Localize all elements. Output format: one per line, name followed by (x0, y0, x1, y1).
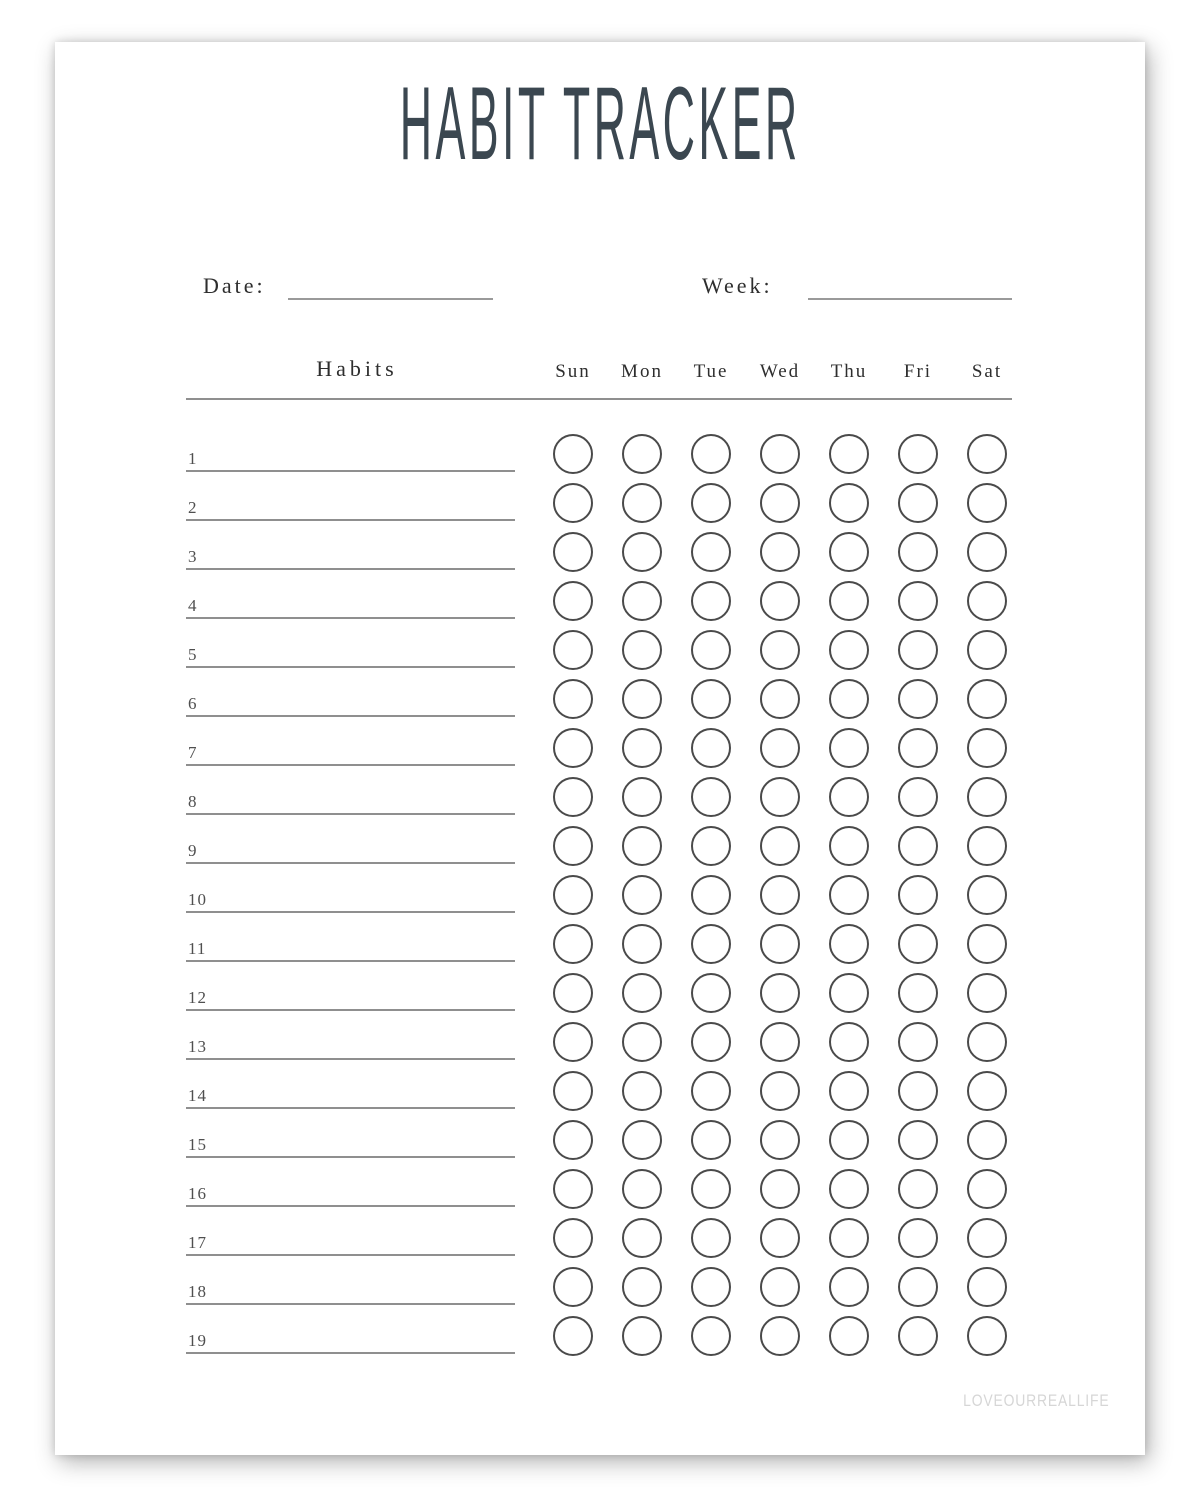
day-circle-fri[interactable] (898, 483, 938, 523)
day-circle-mon[interactable] (622, 777, 662, 817)
day-circle-tue[interactable] (691, 777, 731, 817)
day-circle-fri[interactable] (898, 581, 938, 621)
day-circle-sat[interactable] (967, 630, 1007, 670)
habit-row (55, 1114, 1145, 1158)
day-circle-tue[interactable] (691, 1316, 731, 1356)
day-header-sun: Sun (555, 361, 591, 382)
habit-row (55, 1065, 1145, 1109)
habit-row (55, 1261, 1145, 1305)
day-circle-mon[interactable] (622, 532, 662, 572)
day-circle-fri[interactable] (898, 679, 938, 719)
habit-row-number: 4 (188, 596, 198, 615)
day-circle-mon[interactable] (622, 483, 662, 523)
day-circle-sat[interactable] (967, 1267, 1007, 1307)
day-circle-fri[interactable] (898, 728, 938, 768)
day-circle-tue[interactable] (691, 1267, 731, 1307)
day-circle-mon[interactable] (622, 434, 662, 474)
day-circle-sat[interactable] (967, 679, 1007, 719)
day-circle-wed[interactable] (760, 1120, 800, 1160)
day-circle-fri[interactable] (898, 973, 938, 1013)
day-circle-sun[interactable] (553, 1218, 593, 1258)
day-circle-sat[interactable] (967, 875, 1007, 915)
day-circle-thu[interactable] (829, 630, 869, 670)
day-circle-wed[interactable] (760, 483, 800, 523)
day-circle-thu[interactable] (829, 1071, 869, 1111)
watermark: LOVEOURREALLIFE (962, 1391, 1109, 1410)
day-circle-tue[interactable] (691, 483, 731, 523)
day-circle-sun[interactable] (553, 1022, 593, 1062)
day-circle-wed[interactable] (760, 973, 800, 1013)
day-circle-tue[interactable] (691, 630, 731, 670)
habit-row-number: 10 (188, 890, 207, 909)
day-circle-thu[interactable] (829, 1120, 869, 1160)
day-circle-tue[interactable] (691, 1071, 731, 1111)
habit-rows (55, 42, 1145, 1455)
day-circle-fri[interactable] (898, 875, 938, 915)
habit-name-line[interactable] (186, 1328, 515, 1354)
week-label: Week: (702, 273, 773, 298)
day-circle-thu[interactable] (829, 1169, 869, 1209)
day-circle-mon[interactable] (622, 1267, 662, 1307)
day-circle-fri[interactable] (898, 434, 938, 474)
day-circle-thu[interactable] (829, 679, 869, 719)
day-circle-wed[interactable] (760, 679, 800, 719)
day-circle-sun[interactable] (553, 434, 593, 474)
habit-name-line[interactable] (186, 936, 515, 962)
habit-row-number: 6 (188, 694, 198, 713)
day-circle-mon[interactable] (622, 1120, 662, 1160)
day-circle-sat[interactable] (967, 1120, 1007, 1160)
day-circle-sat[interactable] (967, 1316, 1007, 1356)
habit-row (55, 1016, 1145, 1060)
day-circle-sat[interactable] (967, 826, 1007, 866)
day-circle-sun[interactable] (553, 1316, 593, 1356)
habit-row (55, 918, 1145, 962)
habit-name-line[interactable] (186, 1132, 515, 1158)
habit-row (55, 477, 1145, 521)
day-circle-thu[interactable] (829, 1267, 869, 1307)
day-circle-tue[interactable] (691, 1218, 731, 1258)
day-circle-sun[interactable] (553, 924, 593, 964)
habit-row (55, 526, 1145, 570)
habit-name-line[interactable] (186, 740, 515, 766)
habit-row (55, 820, 1145, 864)
habit-row (55, 575, 1145, 619)
day-circle-fri[interactable] (898, 1071, 938, 1111)
habit-row-number: 1 (188, 449, 198, 468)
day-circle-mon[interactable] (622, 1316, 662, 1356)
day-circle-tue[interactable] (691, 826, 731, 866)
day-circle-thu[interactable] (829, 875, 869, 915)
date-label: Date: (203, 273, 266, 298)
day-circle-tue[interactable] (691, 532, 731, 572)
day-circle-fri[interactable] (898, 532, 938, 572)
day-circle-fri[interactable] (898, 1120, 938, 1160)
day-circle-tue[interactable] (691, 1022, 731, 1062)
day-circle-sat[interactable] (967, 1022, 1007, 1062)
day-circle-sun[interactable] (553, 581, 593, 621)
day-circle-wed[interactable] (760, 777, 800, 817)
day-circle-wed[interactable] (760, 1071, 800, 1111)
day-circle-mon[interactable] (622, 875, 662, 915)
habit-name-line[interactable] (186, 1083, 515, 1109)
day-circle-thu[interactable] (829, 581, 869, 621)
day-circle-sat[interactable] (967, 1071, 1007, 1111)
habits-column-header: Habits (316, 356, 398, 381)
day-circle-tue[interactable] (691, 1120, 731, 1160)
habit-row (55, 771, 1145, 815)
habit-row-number: 14 (188, 1086, 207, 1105)
day-circle-sun[interactable] (553, 973, 593, 1013)
day-circle-sun[interactable] (553, 483, 593, 523)
habit-row (55, 1212, 1145, 1256)
day-circle-tue[interactable] (691, 728, 731, 768)
habit-row (55, 1310, 1145, 1354)
day-circle-wed[interactable] (760, 1316, 800, 1356)
habit-name-line[interactable] (186, 1279, 515, 1305)
habit-name-line[interactable] (186, 495, 515, 521)
habit-row (55, 967, 1145, 1011)
day-circle-wed[interactable] (760, 924, 800, 964)
day-circle-mon[interactable] (622, 973, 662, 1013)
day-circle-thu[interactable] (829, 924, 869, 964)
day-circle-fri[interactable] (898, 630, 938, 670)
day-circle-wed[interactable] (760, 728, 800, 768)
day-circle-fri[interactable] (898, 826, 938, 866)
habit-row-number: 7 (188, 743, 198, 762)
habit-name-line[interactable] (186, 1034, 515, 1060)
habit-name-line[interactable] (186, 593, 515, 619)
day-circle-thu[interactable] (829, 1022, 869, 1062)
day-circle-sat[interactable] (967, 434, 1007, 474)
habit-row-number: 16 (188, 1184, 207, 1203)
day-circle-mon[interactable] (622, 1218, 662, 1258)
habit-row-number: 8 (188, 792, 198, 811)
day-header-tue: Tue (693, 361, 729, 382)
habit-row-number: 15 (188, 1135, 207, 1154)
day-header-thu: Thu (830, 361, 868, 382)
day-circle-sun[interactable] (553, 777, 593, 817)
habit-row-number: 18 (188, 1282, 207, 1301)
habit-name-line[interactable] (186, 544, 515, 570)
day-circle-thu[interactable] (829, 1218, 869, 1258)
day-circle-tue[interactable] (691, 1169, 731, 1209)
habit-name-line[interactable] (186, 1230, 515, 1256)
day-circle-sun[interactable] (553, 679, 593, 719)
day-circle-wed[interactable] (760, 826, 800, 866)
day-circle-fri[interactable] (898, 1316, 938, 1356)
paper-page (55, 42, 1145, 1455)
day-circle-sat[interactable] (967, 924, 1007, 964)
day-header-fri: Fri (903, 361, 933, 382)
day-circle-sat[interactable] (967, 483, 1007, 523)
day-circle-sun[interactable] (553, 630, 593, 670)
day-circle-mon[interactable] (622, 679, 662, 719)
day-circle-sat[interactable] (967, 532, 1007, 572)
habit-row-number: 17 (188, 1233, 207, 1252)
day-circle-sat[interactable] (967, 581, 1007, 621)
day-circle-mon[interactable] (622, 581, 662, 621)
day-circle-tue[interactable] (691, 973, 731, 1013)
habit-row (55, 722, 1145, 766)
habit-row-number: 19 (188, 1331, 207, 1350)
day-circle-sun[interactable] (553, 728, 593, 768)
day-circle-tue[interactable] (691, 924, 731, 964)
habit-row-number: 13 (188, 1037, 207, 1056)
day-circle-thu[interactable] (829, 1316, 869, 1356)
day-circle-mon[interactable] (622, 630, 662, 670)
day-circle-sun[interactable] (553, 1169, 593, 1209)
day-circle-sun[interactable] (553, 1267, 593, 1307)
habit-name-line[interactable] (186, 887, 515, 913)
day-circle-fri[interactable] (898, 1267, 938, 1307)
day-circle-sun[interactable] (553, 1071, 593, 1111)
habit-row (55, 673, 1145, 717)
habit-row (55, 624, 1145, 668)
habit-name-line[interactable] (186, 1181, 515, 1207)
day-circle-fri[interactable] (898, 1169, 938, 1209)
habit-name-line[interactable] (186, 642, 515, 668)
habit-row (55, 428, 1145, 472)
day-circle-mon[interactable] (622, 1022, 662, 1062)
day-circle-mon[interactable] (622, 924, 662, 964)
day-circle-sun[interactable] (553, 826, 593, 866)
day-circle-thu[interactable] (829, 973, 869, 1013)
habit-row-number: 2 (188, 498, 198, 517)
day-circle-tue[interactable] (691, 581, 731, 621)
day-circle-sat[interactable] (967, 728, 1007, 768)
day-circle-wed[interactable] (760, 1169, 800, 1209)
habit-name-line[interactable] (186, 838, 515, 864)
day-circle-mon[interactable] (622, 1071, 662, 1111)
day-circle-wed[interactable] (760, 1267, 800, 1307)
day-circle-sun[interactable] (553, 532, 593, 572)
day-circle-wed[interactable] (760, 875, 800, 915)
day-circle-thu[interactable] (829, 826, 869, 866)
day-circle-wed[interactable] (760, 1022, 800, 1062)
day-circle-thu[interactable] (829, 434, 869, 474)
habit-name-line[interactable] (186, 789, 515, 815)
day-circle-tue[interactable] (691, 679, 731, 719)
day-circle-sat[interactable] (967, 1169, 1007, 1209)
habit-name-line[interactable] (186, 691, 515, 717)
habit-row-number: 12 (188, 988, 207, 1007)
day-circle-sat[interactable] (967, 973, 1007, 1013)
habit-row-number: 11 (188, 939, 207, 958)
day-circle-wed[interactable] (760, 630, 800, 670)
habit-row-number: 5 (188, 645, 198, 664)
day-circle-sat[interactable] (967, 1218, 1007, 1258)
day-header-sat: Sat (971, 361, 1003, 382)
day-circle-wed[interactable] (760, 581, 800, 621)
day-circle-sat[interactable] (967, 777, 1007, 817)
day-circle-fri[interactable] (898, 777, 938, 817)
day-circle-sun[interactable] (553, 875, 593, 915)
day-circle-sun[interactable] (553, 1120, 593, 1160)
day-circle-mon[interactable] (622, 826, 662, 866)
day-circle-fri[interactable] (898, 1218, 938, 1258)
habit-row (55, 1163, 1145, 1207)
day-header-mon: Mon (621, 361, 663, 382)
habit-row (55, 869, 1145, 913)
day-circle-mon[interactable] (622, 728, 662, 768)
habit-name-line[interactable] (186, 446, 515, 472)
day-circle-fri[interactable] (898, 924, 938, 964)
day-circle-thu[interactable] (829, 483, 869, 523)
day-circle-thu[interactable] (829, 728, 869, 768)
habit-row-number: 3 (188, 547, 198, 566)
page-title: HABIT TRACKER (399, 66, 801, 182)
day-circle-wed[interactable] (760, 532, 800, 572)
day-circle-thu[interactable] (829, 532, 869, 572)
day-circle-tue[interactable] (691, 875, 731, 915)
habit-row-number: 9 (188, 841, 198, 860)
day-circle-mon[interactable] (622, 1169, 662, 1209)
day-circle-tue[interactable] (691, 434, 731, 474)
day-circle-wed[interactable] (760, 434, 800, 474)
day-header-wed: Wed (759, 361, 801, 382)
day-circle-fri[interactable] (898, 1022, 938, 1062)
day-circle-thu[interactable] (829, 777, 869, 817)
habit-name-line[interactable] (186, 985, 515, 1011)
day-circle-wed[interactable] (760, 1218, 800, 1258)
